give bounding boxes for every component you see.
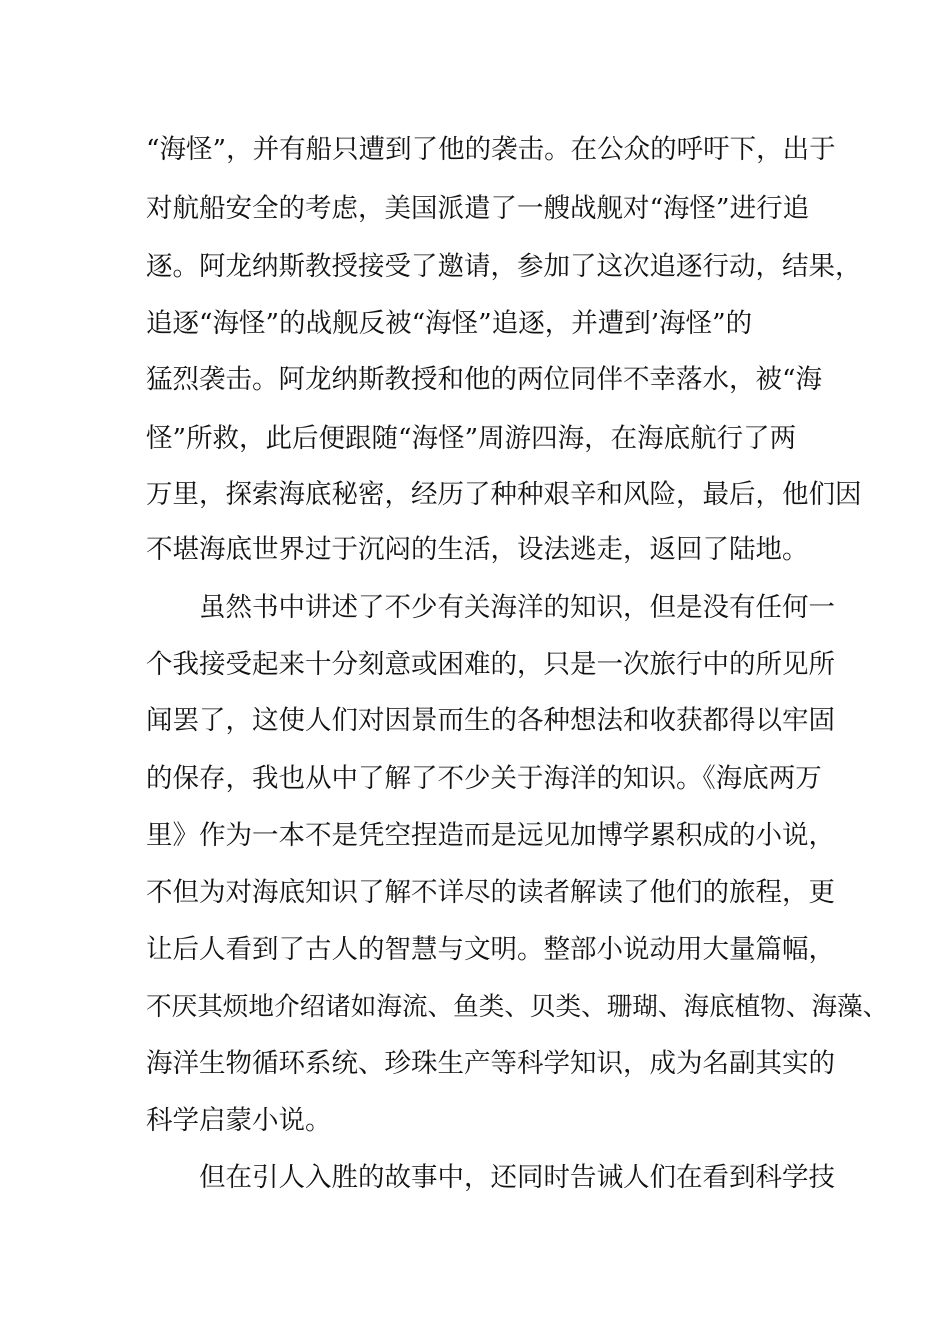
- text-line: 不但为对海底知识了解不详尽的读者解读了他们的旅程，更: [146, 877, 835, 908]
- text-line: 个我接受起来十分刻意或困难的，只是一次旅行中的所见所: [146, 649, 835, 680]
- text-line: 猛烈袭击。阿龙纳斯教授和他的两位同伴不幸落水，被“海: [146, 364, 823, 395]
- text-line: 虽然书中讲述了不少有关海洋的知识，但是没有任何一: [199, 592, 835, 623]
- text-line: 海洋生物循环系统、珍珠生产等科学知识，成为名副其实的: [146, 1048, 835, 1079]
- text-line: 怪”所救，此后便跟随“海怪”周游四海，在海底航行了两: [146, 423, 797, 454]
- text-line: “海怪”，并有船只遭到了他的袭击。在公众的呼吁下，出于: [146, 134, 836, 165]
- text-line: 让后人看到了古人的智慧与文明。整部小说动用大量篇幅，: [146, 934, 835, 965]
- text-line: 里》作为一本不是凭空捏造而是远见加博学累积成的小说，: [146, 820, 835, 851]
- text-line: 逐。阿龙纳斯教授接受了邀请，参加了这次追逐行动，结果，: [146, 251, 862, 282]
- text-line: 科学启蒙小说。: [146, 1105, 332, 1136]
- text-line: 万里，探索海底秘密，经历了种种艰辛和风险，最后，他们因: [146, 479, 862, 510]
- text-line: 的保存，我也从中了解了不少关于海洋的知识。《海底两万: [146, 763, 822, 794]
- text-line: 对航船安全的考虑，美国派遣了一艘战舰对“海怪”进行追: [146, 193, 810, 224]
- text-line: 闻罢了，这使人们对因景而生的各种想法和收获都得以牢固: [146, 705, 835, 736]
- text-line: 但在引人入胜的故事中，还同时告诫人们在看到科学技: [199, 1162, 835, 1193]
- text-line: 追逐“海怪”的战舰反被“海怪”追逐，并遭到’海怪”的: [146, 308, 753, 339]
- text-line: 不厌其烦地介绍诸如海流、鱼类、贝类、珊瑚、海底植物、海藻、: [146, 992, 889, 1022]
- text-line: 不堪海底世界过于沉闷的生活，设法逃走，返回了陆地。: [146, 534, 809, 565]
